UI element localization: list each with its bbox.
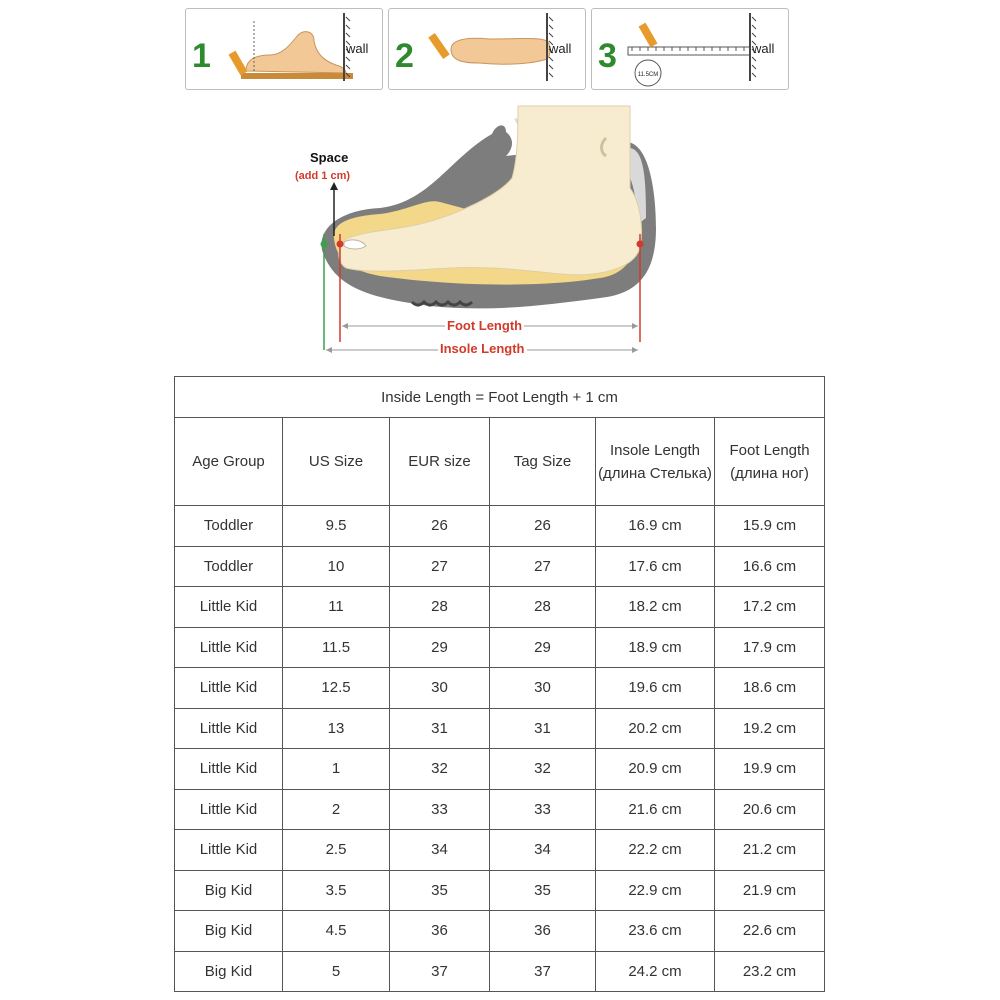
table-row [175, 749, 825, 790]
cell-us-size: 2 [283, 789, 390, 830]
cell-age-group: Toddler [175, 546, 283, 587]
cell-tag-size: 35 [490, 870, 596, 911]
table-row [175, 951, 825, 992]
table-row [175, 789, 825, 830]
cell-foot-length: 21.9 cm [715, 870, 825, 911]
cell-insole-length: 19.6 cm [596, 668, 715, 709]
cell-foot-length: 19.2 cm [715, 708, 825, 749]
cell-age-group: Little Kid [175, 708, 283, 749]
header-foot-length [715, 418, 825, 506]
cell-us-size: 11 [283, 587, 390, 628]
cell-tag-size: 29 [490, 627, 596, 668]
step-1-panel [185, 8, 383, 90]
cell-age-group: Little Kid [175, 668, 283, 709]
cell-eur-size: 36 [390, 911, 490, 952]
header-insole-length-en: Insole Length [609, 441, 701, 459]
cell-tag-size: 28 [490, 587, 596, 628]
cell-us-size: 11.5 [283, 627, 390, 668]
step-3-wall-label: wall [752, 41, 775, 56]
cell-us-size: 4.5 [283, 911, 390, 952]
space-label: Space [310, 150, 349, 165]
header-foot-length-ru: (длина ног) [730, 464, 809, 482]
table-row [175, 587, 825, 628]
table-row [175, 708, 825, 749]
cell-eur-size: 31 [390, 708, 490, 749]
cell-insole-length: 22.9 cm [596, 870, 715, 911]
cell-age-group: Little Kid [175, 789, 283, 830]
cell-eur-size: 26 [390, 506, 490, 547]
cell-foot-length: 23.2 cm [715, 951, 825, 992]
cell-foot-length: 20.6 cm [715, 789, 825, 830]
cell-age-group: Little Kid [175, 749, 283, 790]
table-body [175, 506, 825, 992]
header-tag-size: Tag Size [490, 418, 596, 506]
cell-tag-size: 33 [490, 789, 596, 830]
cell-us-size: 5 [283, 951, 390, 992]
cell-insole-length: 22.2 cm [596, 830, 715, 871]
header-us-size: US Size [283, 418, 390, 506]
cell-insole-length: 20.9 cm [596, 749, 715, 790]
table-title: Inside Length = Foot Length + 1 cm [175, 377, 825, 418]
table-row [175, 546, 825, 587]
cell-eur-size: 34 [390, 830, 490, 871]
cell-eur-size: 37 [390, 951, 490, 992]
table-row [175, 668, 825, 709]
cell-us-size: 10 [283, 546, 390, 587]
cell-foot-length: 22.6 cm [715, 911, 825, 952]
cell-eur-size: 32 [390, 749, 490, 790]
cell-age-group: Big Kid [175, 870, 283, 911]
cell-eur-size: 35 [390, 870, 490, 911]
size-chart-table [174, 376, 825, 992]
cell-tag-size: 36 [490, 911, 596, 952]
cell-foot-length: 18.6 cm [715, 668, 825, 709]
foot-in-shoe-diagram [295, 98, 680, 368]
cell-foot-length: 17.2 cm [715, 587, 825, 628]
header-insole-length [596, 418, 715, 506]
cell-insole-length: 18.2 cm [596, 587, 715, 628]
step-3-number: 3 [598, 37, 617, 75]
cell-us-size: 3.5 [283, 870, 390, 911]
cell-age-group: Big Kid [175, 951, 283, 992]
header-age-group: Age Group [175, 418, 283, 506]
cell-us-size: 9.5 [283, 506, 390, 547]
cell-tag-size: 31 [490, 708, 596, 749]
step-1-number: 1 [192, 37, 211, 75]
cell-age-group: Little Kid [175, 627, 283, 668]
insole-length-label: Insole Length [440, 341, 525, 356]
cell-age-group: Little Kid [175, 587, 283, 628]
cell-insole-length: 16.9 cm [596, 506, 715, 547]
cell-tag-size: 34 [490, 830, 596, 871]
cell-eur-size: 28 [390, 587, 490, 628]
cell-foot-length: 15.9 cm [715, 506, 825, 547]
cell-tag-size: 26 [490, 506, 596, 547]
cell-eur-size: 29 [390, 627, 490, 668]
cell-insole-length: 18.9 cm [596, 627, 715, 668]
table-row [175, 506, 825, 547]
cell-age-group: Big Kid [175, 911, 283, 952]
space-note: (add 1 cm) [295, 170, 351, 182]
cell-us-size: 2.5 [283, 830, 390, 871]
step-2-wall-label: wall [549, 41, 572, 56]
table-row [175, 830, 825, 871]
cell-foot-length: 19.9 cm [715, 749, 825, 790]
cell-eur-size: 33 [390, 789, 490, 830]
table-row [175, 911, 825, 952]
header-insole-length-ru: (длина Стелька) [598, 464, 712, 482]
cell-us-size: 1 [283, 749, 390, 790]
step-3-ruler-readout: 11.5CM [637, 72, 659, 78]
cell-age-group: Toddler [175, 506, 283, 547]
header-foot-length-en: Foot Length [729, 441, 810, 459]
step-3-panel [591, 8, 789, 90]
cell-foot-length: 17.9 cm [715, 627, 825, 668]
cell-tag-size: 27 [490, 546, 596, 587]
measuring-steps [185, 8, 791, 90]
cell-foot-length: 21.2 cm [715, 830, 825, 871]
cell-insole-length: 23.6 cm [596, 911, 715, 952]
cell-us-size: 12.5 [283, 668, 390, 709]
table-row [175, 870, 825, 911]
table-row [175, 627, 825, 668]
cell-insole-length: 21.6 cm [596, 789, 715, 830]
cell-tag-size: 37 [490, 951, 596, 992]
step-1-wall-label: wall [346, 41, 369, 56]
cell-insole-length: 17.6 cm [596, 546, 715, 587]
cell-age-group: Little Kid [175, 830, 283, 871]
cell-us-size: 13 [283, 708, 390, 749]
step-2-panel [388, 8, 586, 90]
cell-tag-size: 32 [490, 749, 596, 790]
step-2-number: 2 [395, 37, 414, 75]
cell-foot-length: 16.6 cm [715, 546, 825, 587]
cell-eur-size: 30 [390, 668, 490, 709]
cell-insole-length: 20.2 cm [596, 708, 715, 749]
cell-eur-size: 27 [390, 546, 490, 587]
foot-length-label: Foot Length [447, 318, 523, 333]
cell-tag-size: 30 [490, 668, 596, 709]
header-eur-size: EUR size [390, 418, 490, 506]
cell-insole-length: 24.2 cm [596, 951, 715, 992]
